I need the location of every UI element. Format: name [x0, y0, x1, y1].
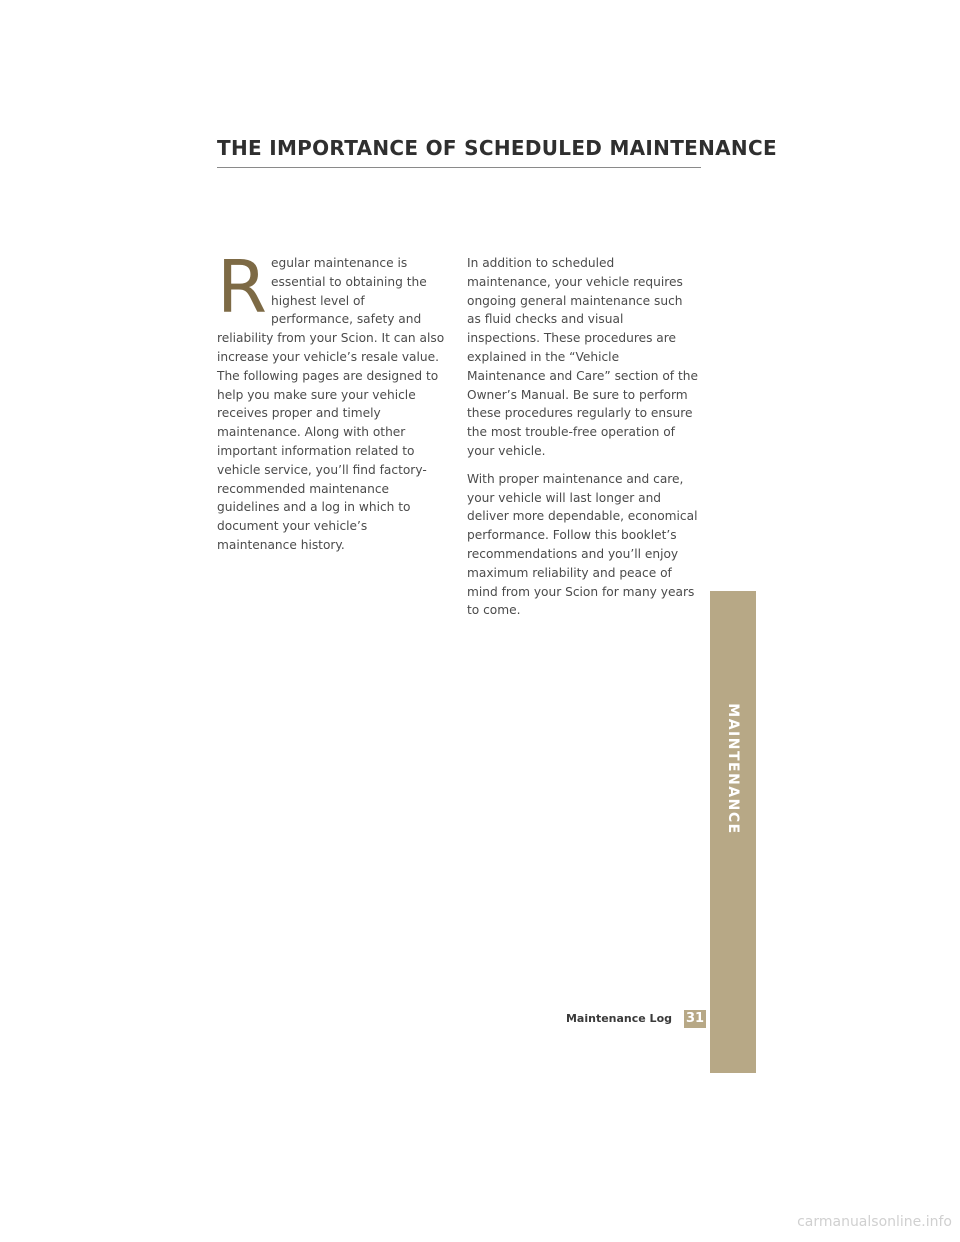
page-number: 31	[685, 1011, 705, 1026]
right-column	[467, 254, 699, 629]
footer-section-label: Maintenance Log	[565, 1012, 672, 1025]
left-column	[217, 245, 449, 564]
watermark: carmanualsonline.info	[797, 1214, 952, 1230]
title-divider	[217, 167, 701, 168]
section-side-tab	[710, 591, 756, 1073]
right-paragraph-2: With proper maintenance and care, your vehicle will last longer and deliver more dependable, economical performance. Follow this booklet’s recommendations and you’ll enjoy maximum reliability and peace of mind from your Scion for many years to come.	[467, 471, 698, 618]
drop-cap: R	[217, 245, 268, 329]
section-tab-label: MAINTENANCE	[725, 703, 741, 835]
left-paragraph-1: egular maintenance is essential to obtaining the highest level of performance, safety and reliability from your Scion. It can also increase your vehicle’s resale value. The following pages are designed to help you make sure your vehicle receives proper and timely maintenance. Along with other important information related to vehicle service, you’ll find factory-recommended maintenance guidelines and a log in which to document your vehicle’s maintenance history.	[217, 256, 445, 552]
right-paragraph-1: In addition to scheduled maintenance, your vehicle requires ongoing general maintenance such as fluid checks and visual inspections. These procedures are explained in the “Vehicle Maintenance and Care” section of the Owner’s Manual. Be sure to perform these procedures regularly to ensure the most trouble-free operation of your vehicle.	[467, 256, 698, 458]
page-title: THE IMPORTANCE OF SCHEDULED MAINTENANCE	[217, 136, 777, 160]
